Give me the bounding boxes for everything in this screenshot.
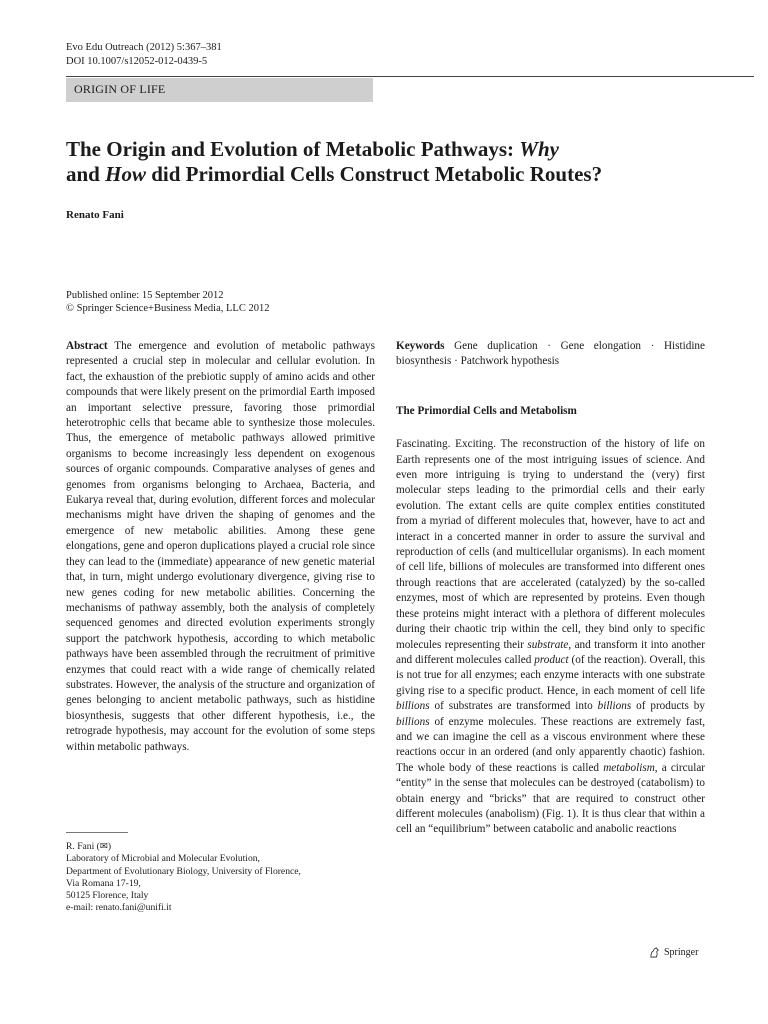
term-substrate: substrate <box>527 638 569 651</box>
right-column <box>396 339 705 838</box>
author-affiliation: R. Fani (✉) Laboratory of Microbial and Molecular Evolution, Department of Evolutionary Biology, University of Florence, Via Romana 17-19, 50125 Florence, Italy e-mail: renato.fani@unifi.it <box>66 841 301 914</box>
figure-1-link[interactable]: 1 <box>566 807 573 820</box>
affiliation-city: 50125 Florence, Italy <box>66 890 149 902</box>
journal-citation: Evo Edu Outreach (2012) 5:367–381 <box>66 42 222 53</box>
journal-meta <box>66 41 222 69</box>
section-heading: The Primordial Cells and Metabolism <box>396 404 577 417</box>
published-online: Published online: 15 September 2012 <box>66 290 224 301</box>
title-how: How <box>105 162 146 186</box>
affiliation-lab: Laboratory of Microbial and Molecular Evolution, <box>66 853 260 865</box>
author-email[interactable]: e-mail: renato.fani@unifi.it <box>66 902 172 914</box>
author-name: Renato Fani <box>66 209 124 221</box>
envelope-icon[interactable]: ✉ <box>99 841 108 852</box>
publisher-logo <box>649 947 698 958</box>
publication-info <box>66 289 269 315</box>
copyright: © Springer Science+Business Media, LLC 2012 <box>66 303 270 314</box>
keywords <box>396 339 705 370</box>
affiliation-street: Via Romana 17-19, <box>66 877 141 889</box>
header-rule <box>66 76 754 77</box>
article-title: The Origin and Evolution of Metabolic Pathways: Why and How did Primordial Cells Construct Metabolic Routes? <box>66 137 603 186</box>
publisher-name: Springer <box>664 947 699 958</box>
abstract-column <box>66 339 375 755</box>
doi: DOI 10.1007/s12052-012-0439-5 <box>66 56 208 67</box>
term-product: product <box>534 653 569 666</box>
section-body: Fascinating. Exciting. The reconstruction of the history of life on Earth represents one of the most intriguing issues of science. And even more intriguing is trying to understand the (very) first molecular steps leading to the primordial cells and their early evolution. The extant cells are quite complex entities constituted from a myriad of different molecules that, however, have to act and interact in a concerted manner in order to assure the survival and reproduction of cells (and multicellular organisms). In each moment of cell life, billions of molecules are transformed into different ones through reactions that are accelerated (catalyzed) by the so-called enzymes, most of which are represented by proteins. Even though these proteins might interact with a plethora of different molecules during their chaotic trip within the cell, they bind only to specific molecules representing their substrate, and transform it into another and different molecules called product (of the reaction). Overall, this is not true for all enzymes; each enzyme interacts with one substrate giving rise to a specific product. Hence, in each moment of cell life billions of substrates are transformed into billions of products by billions of enzyme molecules. These reactions are extremely fast, and we can imagine the cell as a viscous environment where these reactions occur in an ordered (and only apparently chaotic) fashion. The whole body of these reactions is called metabolism, a circular “entity” in the sense that molecules can be destroyed (catabolism) to obtain energy and “bricks” that are required to construct other different molecules (anabolism) (Fig. 1). It is thus clear that within a cell an “equilibrium” between catabolic and anabolic reactions <box>396 438 706 836</box>
affiliation-department: Department of Evolutionary Biology, University of Florence, <box>66 865 301 877</box>
keywords-text: Gene duplication · Gene elongation · Histidine biosynthesis · Patchwork hypothesis <box>396 340 705 368</box>
section-tag: ORIGIN OF LIFE <box>66 78 373 102</box>
abstract-label: Abstract <box>66 340 108 352</box>
footnote-rule <box>66 832 128 833</box>
title-why: Why <box>519 137 559 161</box>
abstract <box>66 339 375 755</box>
abstract-text: The emergence and evolution of metabolic pathways represented a crucial step in molecular and cellular evolution. In fact, the exhaustion of the prebiotic supply of amino acids and other compounds that were likely present on the primordial Earth imposed an important selective pressure, favoring those primordial heterotrophic cells that became able to synthesize those molecules. Thus, the emergence of metabolic pathways allowed primitive organisms to become increasingly less dependent on exogenous sources of organic compounds. Comparative analyses of genes and genomes from organisms belonging to Archaea, Bacteria, and Eukarya reveal that, during evolution, different forces and molecular mechanisms might have driven the shaping of genomes and the emergence of new metabolic abilities. Among these gene elongations, gene and operon duplications played a crucial role since they can lead to the (immediate) appearance of new genetic material that, in turn, might undergo evolutionary divergence, giving rise to new genes coding for new metabolic abilities. Concerning the mechanisms of pathway assembly, both the analysis of completely sequenced genomes and directed evolution experiments strongly support the patchwork hypothesis, according to which metabolic pathways have been assembled through the recruitment of primitive enzymes that could react with a wide range of chemically related substrates. However, the analysis of the structure and organization of genes belonging to ancient metabolic pathways, such as histidine biosynthesis, suggests that other different hypothesis, i.e., the retrograde hypothesis, may account for the evolution of some steps within metabolic pathways. <box>66 340 375 753</box>
springer-horse-icon <box>649 947 660 958</box>
keywords-label: Keywords <box>396 340 445 352</box>
term-metabolism: metabolism <box>603 761 655 774</box>
